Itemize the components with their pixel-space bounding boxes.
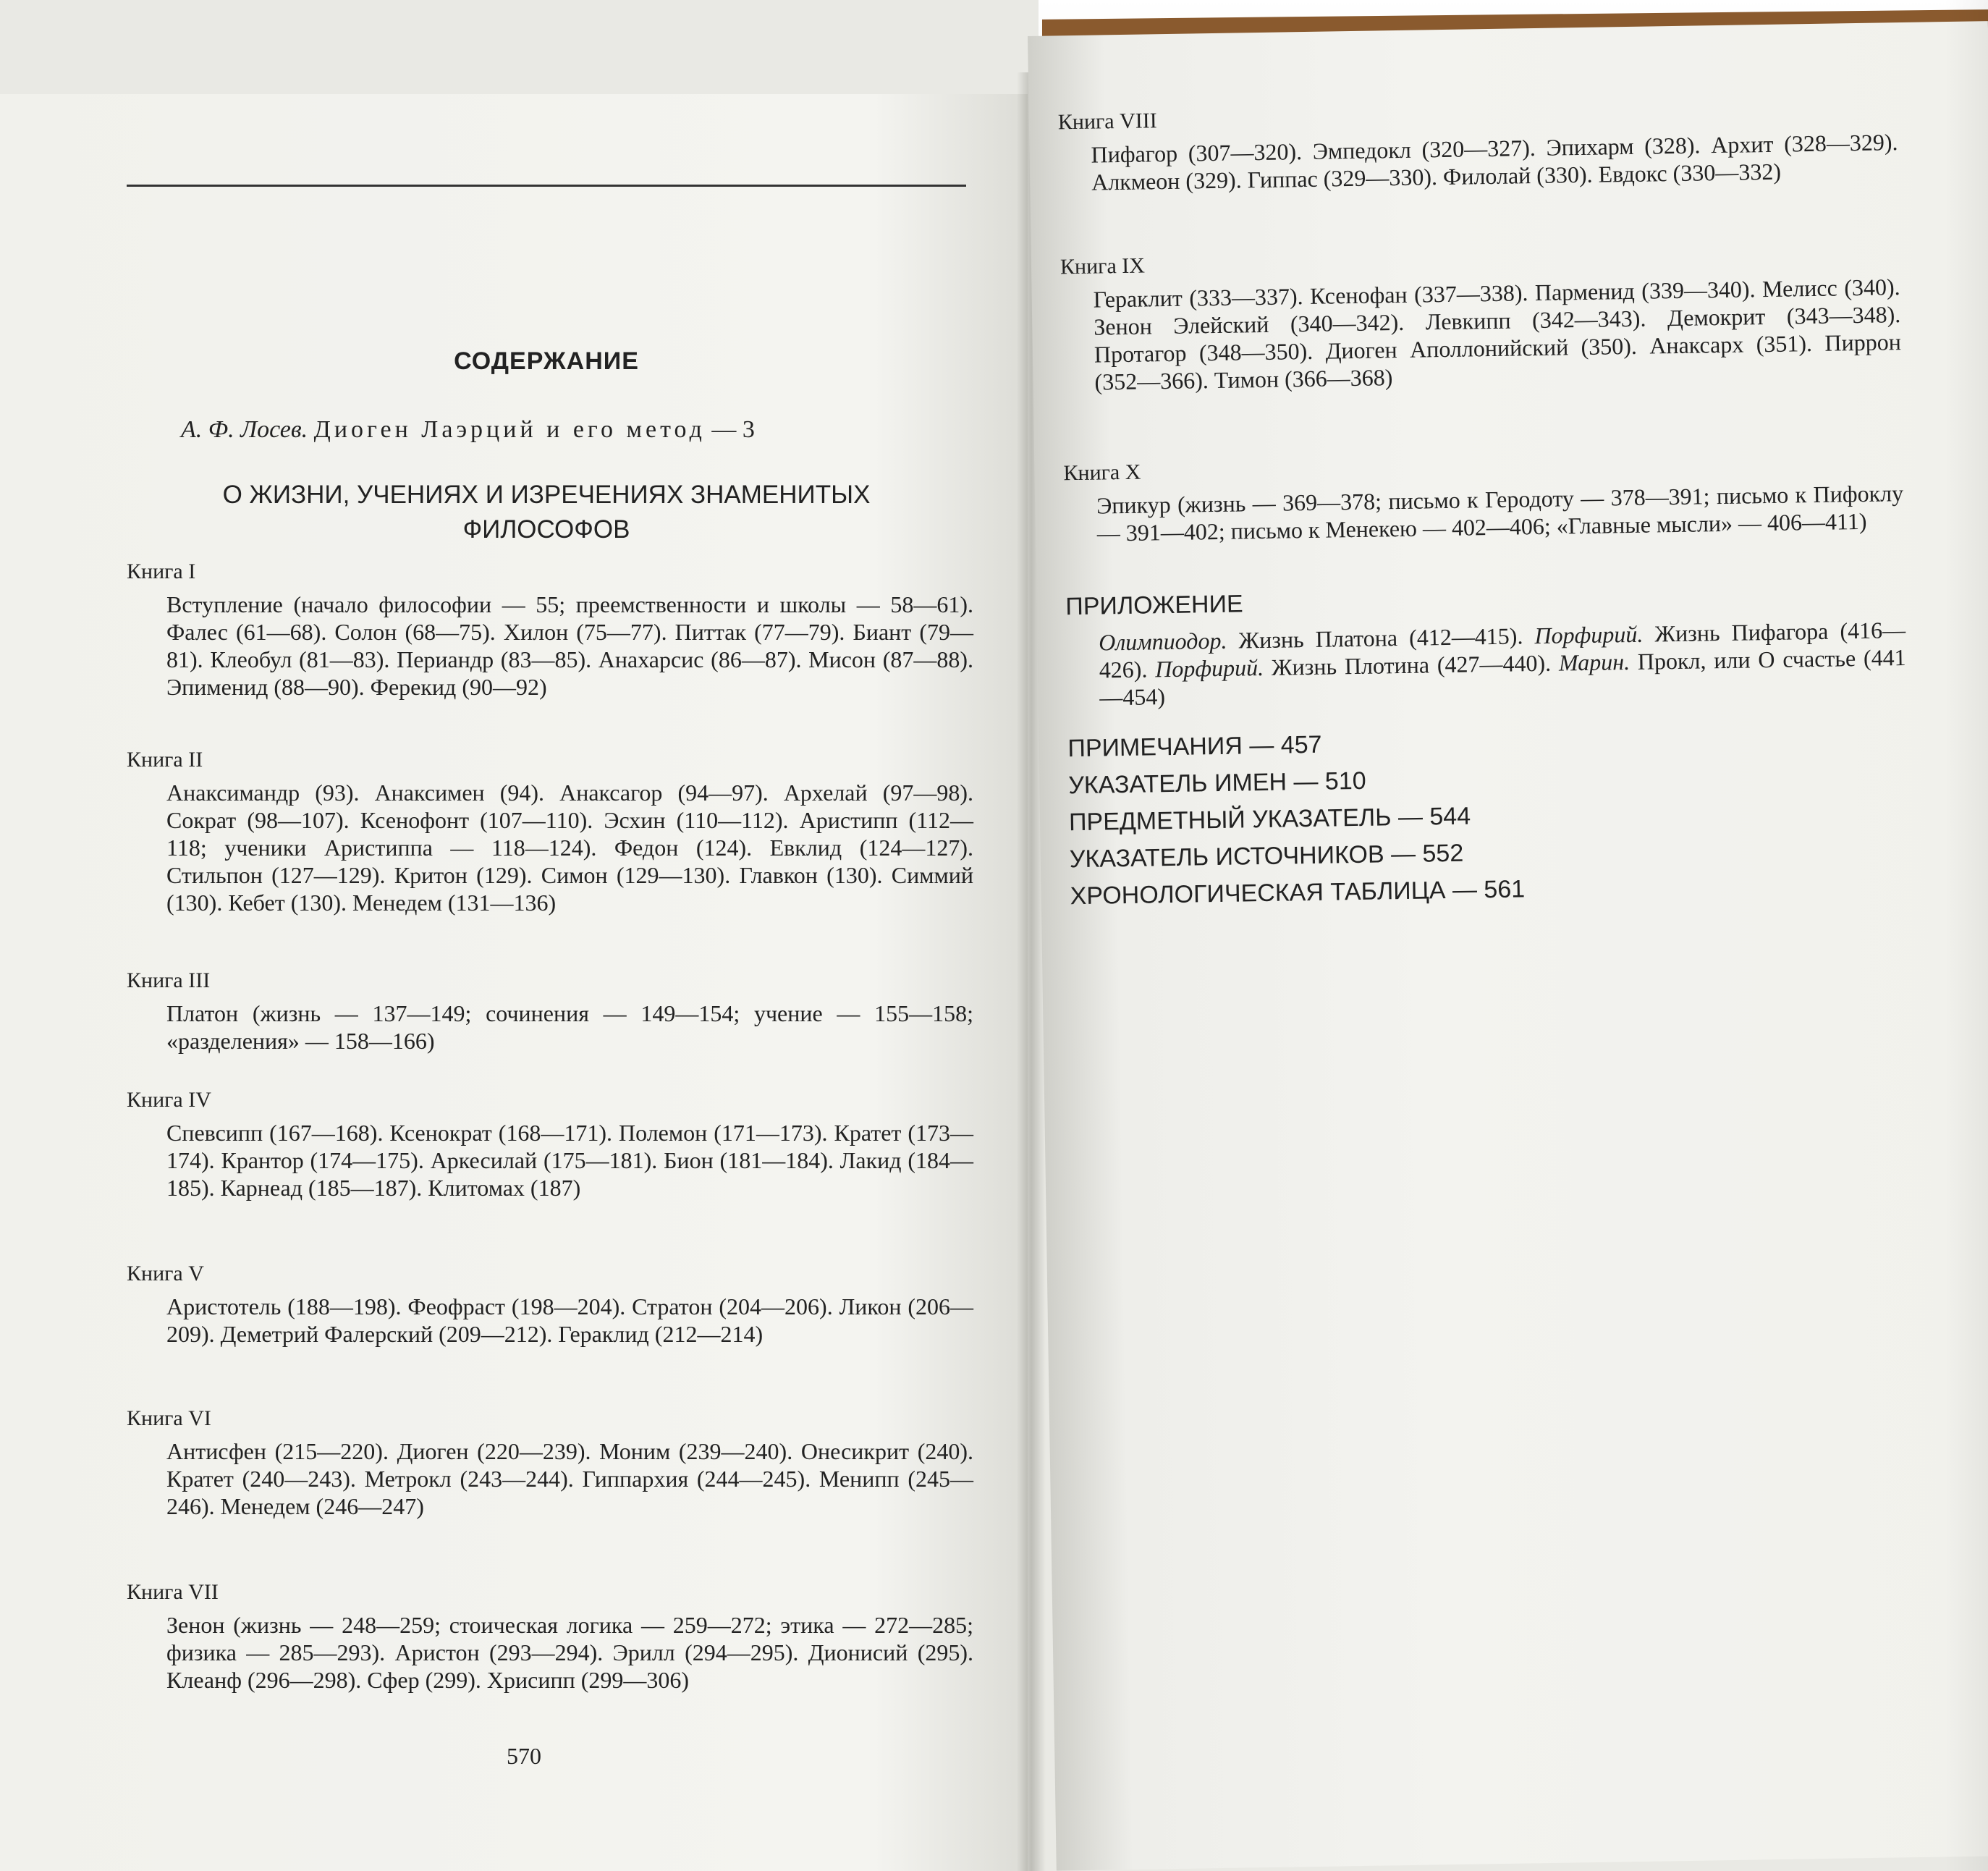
book-contents: Вступление (начало философии — 55; преемственности и школы — 58—61). Фалес (61—68). Солон (68—75). Хилон (75—77). Питтак (77—79). Биант (79—81). Клеобул (81—83). Периандр (83—85). Анахарсис (86—87). Мисон (87—88). Эпименид (88—90). Ферекид (90—92) [166, 591, 973, 700]
appendix-author: Порфирий. [1534, 620, 1644, 649]
book-1 [127, 557, 973, 701]
left-page [0, 94, 1028, 1871]
book-5 [127, 1259, 973, 1348]
right-page [1028, 21, 1988, 1871]
index-entry-notes: ПРИМЕЧАНИЯ — 457 [1067, 730, 1322, 763]
book-title: Книга III [127, 968, 211, 992]
page-number: 570 [507, 1743, 541, 1769]
book-title: Книга I [127, 559, 196, 583]
top-rule [127, 185, 966, 187]
book-contents: Пифагор (307—320). Эмпедокл (320—327). Эпихарм (328). Архит (328—329). Алкмеон (329). Гиппас (329—330). Филолай (330). Евдокс (330—332) [1091, 129, 1898, 195]
main-heading [127, 478, 966, 547]
book-3 [127, 966, 973, 1055]
appendix-author: Марин. [1558, 649, 1630, 676]
book-title: Книга VI [127, 1406, 211, 1430]
index-list [1067, 723, 1525, 915]
book-title: Книга II [127, 748, 203, 772]
book-contents: Аристотель (188—198). Феофраст (198—204). Стратон (204—206). Ликон (206—209). Деметрий Фалерский (209—212). Гераклид (212—214) [166, 1293, 973, 1347]
appendix-heading: ПРИЛОЖЕНИЕ [1065, 590, 1243, 621]
appendix-author: Олимпиодор. [1098, 627, 1227, 656]
edge-shadow [1945, 0, 1988, 1871]
intro-page: — 3 [711, 416, 755, 443]
appendix-work: Жизнь Плотина (427—440). [1263, 649, 1560, 680]
book-4 [127, 1086, 973, 1201]
book-title: Книга VII [127, 1580, 219, 1604]
book-2 [127, 746, 973, 916]
intro-title: Диоген Лаэрций и его метод [313, 416, 706, 443]
appendix-work: Жизнь Пифагора (416—426). [1099, 617, 1906, 683]
main-heading-line1: О ЖИЗНИ, УЧЕНИЯХ И ИЗРЕЧЕНИЯХ ЗНАМЕНИТЫХ [222, 481, 871, 509]
book-contents: Эпикур (жизнь — 369—378; письмо к Геродоту — 378—391; письмо к Пифоклу — 391—402; письмо к Менекею — 402—406; «Главные мысли» — 406—411) [1096, 480, 1904, 546]
book-contents: Антисфен (215—220). Диоген (220—239). Моним (239—240). Онесикрит (240). Кратет (240—243). Метрокл (243—244). Гиппархия (244—245). Менипп (245—246). Менедем (246—247) [166, 1438, 973, 1519]
book-8 [1058, 95, 1899, 196]
book-title: Книга X [1063, 460, 1141, 486]
appendix-author: Порфирий. [1154, 654, 1264, 683]
book-title: Книга VIII [1057, 109, 1157, 135]
book-contents: Гераклит (333—337). Ксенофан (337—338). Парменид (339—340). Мелисс (340). Зенон Элейский (340—342). Левкипп (342—343). Демокрит (343—348). Протагор (348—350). Диоген Аполлонийский (350). Анаксарх (351). Пиррон (352—366). Тимон (366—368) [1093, 274, 1902, 395]
appendix-work: Жизнь Платона (412—415). [1227, 622, 1535, 654]
book-contents: Платон (жизнь — 137—149; сочинения — 149—154; учение — 155—158; «разделения» — 158—166) [166, 1000, 973, 1054]
book-10 [1063, 446, 1904, 547]
book-9 [1060, 240, 1902, 396]
book-6 [127, 1404, 973, 1520]
appendix-contents [1099, 616, 1907, 711]
intro-entry [181, 416, 755, 444]
book-contents: Анаксимандр (93). Анаксимен (94). Анаксагор (94—97). Архелай (97—98). Сократ (98—107). Ксенофонт (107—110). Эсхин (110—112). Аристипп (112—118; ученики Аристиппа — 118—124). Федон (124). Евклид (124—127). Стильпон (127—129). Критон (129). Симон (129—130). Главкон (130). Симмий (130). Кебет (130). Менедем (131—136) [166, 780, 973, 916]
index-entry-chronology: ХРОНОЛОГИЧЕСКАЯ ТАБЛИЦА — 561 [1070, 875, 1526, 911]
intro-author: А. Ф. Лосев. [181, 416, 308, 443]
book-7 [127, 1578, 973, 1694]
main-heading-line2: ФИЛОСОФОВ [462, 515, 630, 544]
appendix-work: Прокл, или О счастье (441—454) [1099, 644, 1906, 711]
toc-title: СОДЕРЖАНИЕ [454, 347, 639, 375]
book-title: Книга IV [127, 1088, 211, 1112]
book-contents: Зенон (жизнь — 248—259; стоическая логика — 259—272; этика — 272—285; физика — 285—293). Аристон (293—294). Эрилл (294—295). Дионисий (295). Клеанф (296—298). Сфер (299). Хрисипп (299—306) [166, 1612, 973, 1693]
book-title: Книга V [127, 1262, 204, 1285]
book-title: Книга IX [1059, 253, 1146, 279]
index-entry-names: УКАЗАТЕЛЬ ИМЕН — 510 [1067, 766, 1366, 800]
book-contents: Спевсипп (167—168). Ксенократ (168—171). Полемон (171—173). Кратет (173—174). Крантор (174—175). Аркесилай (175—181). Бион (181—184). Лакид (184—185). Карнеад (185—187). Клитомах (187) [166, 1120, 973, 1201]
index-entry-sources: УКАЗАТЕЛЬ ИСТОЧНИКОВ — 552 [1069, 839, 1464, 874]
index-entry-subjects: ПРЕДМЕТНЫЙ УКАЗАТЕЛЬ — 544 [1068, 802, 1471, 837]
